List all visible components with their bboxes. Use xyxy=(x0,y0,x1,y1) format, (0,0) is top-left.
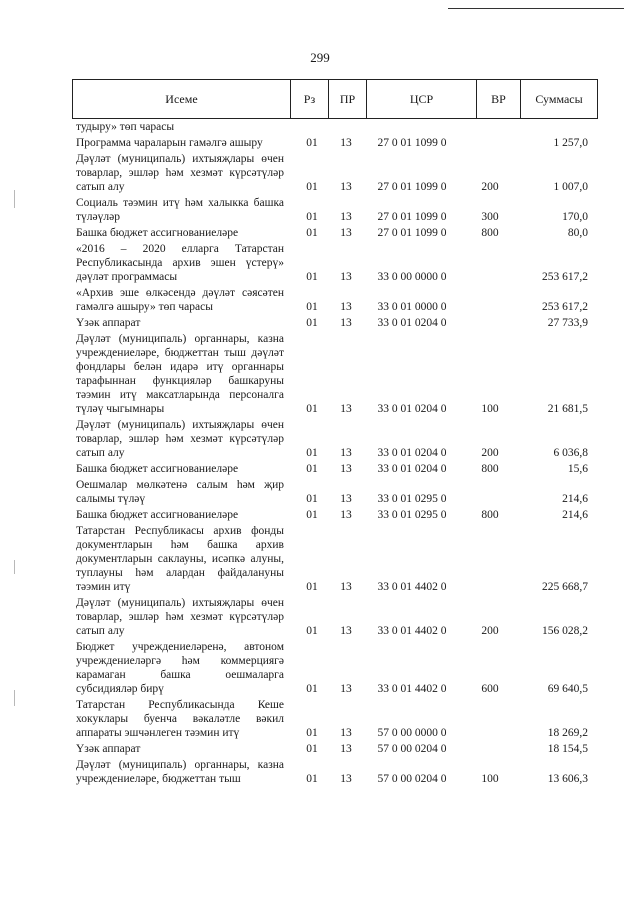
row-name: Үзәк аппарат xyxy=(76,317,141,329)
top-rule xyxy=(448,8,624,9)
table-row xyxy=(0,332,640,418)
row-csr: 27 0 01 1099 0 xyxy=(377,137,447,149)
row-csr: 33 0 01 0295 0 xyxy=(377,493,447,505)
row-csr: 33 0 01 4402 0 xyxy=(377,581,447,593)
row-sum: 21 681,5 xyxy=(547,403,588,415)
row-rz: 01 xyxy=(306,211,318,223)
row-name: Дәүләт (муниципаль) ихтыяҗлары өчен товарлар, эшләр һәм хезмәт күрсәтүләр сатып алу xyxy=(76,597,284,637)
row-pr: 13 xyxy=(340,463,352,475)
row-sum: 80,0 xyxy=(567,227,588,239)
row-sum: 225 668,7 xyxy=(542,581,588,593)
row-csr: 27 0 01 1099 0 xyxy=(377,227,447,239)
row-vr: 100 xyxy=(481,403,499,415)
row-pr: 13 xyxy=(340,493,352,505)
table-row xyxy=(0,226,640,242)
row-name: Дәүләт (муниципаль) ихтыяҗлары өчен товарлар, эшләр һәм хезмәт күрсәтүләр сатып алу xyxy=(76,153,284,193)
row-sum: 6 036,8 xyxy=(553,447,588,459)
table-row xyxy=(0,152,640,196)
row-pr: 13 xyxy=(340,317,352,329)
row-name: Дәүләт (муниципаль) органнары, казна учреждениеләре, бюджеттан тыш дәүләт фондлары белән идарә итү органнары тарафыннан функцияләр башкаруны тәэмин итү максатларында персоналга түләү чыгымнары xyxy=(76,333,284,415)
row-csr: 27 0 01 1099 0 xyxy=(377,211,447,223)
row-name: Башка бюджет ассигнованиеләре xyxy=(76,509,239,521)
row-name: тудыру» төп чарасы xyxy=(76,121,175,133)
row-name: Программа чараларын гамәлгә ашыру xyxy=(76,137,263,149)
row-name: Оешмалар мөлкәтенә салым һәм җир салымы түләү xyxy=(76,479,284,505)
row-pr: 13 xyxy=(340,581,352,593)
row-name: «2016 – 2020 елларга Татарстан Республикасында архив эшен үстерү» дәүләт программасы xyxy=(76,243,284,283)
row-vr: 200 xyxy=(481,181,499,193)
row-pr: 13 xyxy=(340,211,352,223)
row-rz: 01 xyxy=(306,625,318,637)
row-sum: 1 257,0 xyxy=(553,137,588,149)
row-csr: 33 0 01 4402 0 xyxy=(377,683,447,695)
table-row xyxy=(0,698,640,742)
row-vr: 800 xyxy=(481,509,499,521)
row-rz: 01 xyxy=(306,137,318,149)
row-vr: 800 xyxy=(481,463,499,475)
table-row xyxy=(0,742,640,758)
row-name: Татарстан Республикасында Кеше хокуклары буенча вәкаләтле вәкил аппараты эшчәнлеген тәэмин итү xyxy=(76,699,284,739)
row-name: Дәүләт (муниципаль) ихтыяҗлары өчен товарлар, эшләр һәм хезмәт күрсәтүләр сатып алу xyxy=(76,419,284,459)
row-pr: 13 xyxy=(340,683,352,695)
row-rz: 01 xyxy=(306,403,318,415)
table-row xyxy=(0,524,640,596)
row-rz: 01 xyxy=(306,181,318,193)
row-sum: 15,6 xyxy=(567,463,588,475)
row-csr: 33 0 01 0295 0 xyxy=(377,509,447,521)
table-row xyxy=(0,286,640,316)
row-pr: 13 xyxy=(340,727,352,739)
header-vr: ВР xyxy=(477,80,521,118)
row-rz: 01 xyxy=(306,683,318,695)
row-sum: 170,0 xyxy=(562,211,588,223)
row-sum: 69 640,5 xyxy=(547,683,588,695)
row-sum: 13 606,3 xyxy=(547,773,588,785)
row-name: Татарстан Республикасы архив фонды документларын һәм башка архив документларын саклауны, исәпкә алуны, туплауны һәм алардан файдалануны тәэмин итү xyxy=(76,525,284,593)
header-pr: ПР xyxy=(329,80,367,118)
row-pr: 13 xyxy=(340,403,352,415)
row-sum: 214,6 xyxy=(562,493,588,505)
row-rz: 01 xyxy=(306,447,318,459)
row-sum: 253 617,2 xyxy=(542,271,588,283)
table-header xyxy=(72,79,598,119)
row-sum: 253 617,2 xyxy=(542,301,588,313)
header-csr: ЦСР xyxy=(367,80,477,118)
row-pr: 13 xyxy=(340,625,352,637)
row-pr: 13 xyxy=(340,447,352,459)
row-vr: 600 xyxy=(481,683,499,695)
table-row xyxy=(0,596,640,640)
row-name: Дәүләт (муниципаль) органнары, казна учреждениеләре, бюджеттан тыш xyxy=(76,759,284,785)
row-name: Социаль тәэмин итү һәм халыкка башка түләүләр xyxy=(76,197,284,223)
row-csr: 57 0 00 0204 0 xyxy=(377,743,447,755)
row-pr: 13 xyxy=(340,301,352,313)
row-csr: 33 0 01 0204 0 xyxy=(377,447,447,459)
row-rz: 01 xyxy=(306,317,318,329)
row-pr: 13 xyxy=(340,509,352,521)
table-row xyxy=(0,758,640,788)
table-row xyxy=(0,418,640,462)
row-csr: 33 0 01 0204 0 xyxy=(377,403,447,415)
row-pr: 13 xyxy=(340,743,352,755)
row-vr: 800 xyxy=(481,227,499,239)
budget-table xyxy=(0,120,640,788)
row-csr: 27 0 01 1099 0 xyxy=(377,181,447,193)
row-csr: 33 0 01 0204 0 xyxy=(377,317,447,329)
row-pr: 13 xyxy=(340,271,352,283)
row-vr: 300 xyxy=(481,211,499,223)
row-sum: 1 007,0 xyxy=(553,181,588,193)
table-row xyxy=(0,316,640,332)
row-pr: 13 xyxy=(340,137,352,149)
row-csr: 33 0 00 0000 0 xyxy=(377,271,447,283)
row-rz: 01 xyxy=(306,743,318,755)
row-name: Бюджет учреждениеләренә, автоном учреждениеләргә һәм коммерциягә карамаган башка оешмаларга субсидияләр бирү xyxy=(76,641,284,695)
row-csr: 57 0 00 0204 0 xyxy=(377,773,447,785)
row-rz: 01 xyxy=(306,727,318,739)
row-vr: 100 xyxy=(481,773,499,785)
row-rz: 01 xyxy=(306,271,318,283)
row-csr: 33 0 01 4402 0 xyxy=(377,625,447,637)
row-rz: 01 xyxy=(306,581,318,593)
table-row xyxy=(0,196,640,226)
table-row xyxy=(0,462,640,478)
row-name: Үзәк аппарат xyxy=(76,743,141,755)
page-number: 299 xyxy=(310,50,330,65)
table-row xyxy=(0,640,640,698)
header-name: Исеме xyxy=(73,80,291,118)
row-csr: 57 0 00 0000 0 xyxy=(377,727,447,739)
row-sum: 18 269,2 xyxy=(547,727,588,739)
row-sum: 27 733,9 xyxy=(547,317,588,329)
row-rz: 01 xyxy=(306,463,318,475)
table-row xyxy=(0,136,640,152)
row-sum: 214,6 xyxy=(562,509,588,521)
header-rz: Рз xyxy=(291,80,329,118)
row-name: «Архив эше өлкәсендә дәүләт сәясәтен гамәлгә ашыру» төп чарасы xyxy=(76,287,284,313)
row-csr: 33 0 01 0000 0 xyxy=(377,301,447,313)
row-name: Башка бюджет ассигнованиеләре xyxy=(76,227,239,239)
row-sum: 18 154,5 xyxy=(547,743,588,755)
row-rz: 01 xyxy=(306,773,318,785)
row-rz: 01 xyxy=(306,509,318,521)
table-row xyxy=(0,508,640,524)
row-rz: 01 xyxy=(306,227,318,239)
row-name: Башка бюджет ассигнованиеләре xyxy=(76,463,239,475)
row-pr: 13 xyxy=(340,227,352,239)
table-row xyxy=(0,478,640,508)
row-vr: 200 xyxy=(481,625,499,637)
row-sum: 156 028,2 xyxy=(542,625,588,637)
table-row xyxy=(0,120,640,136)
header-sum: Суммасы xyxy=(535,91,583,106)
row-rz: 01 xyxy=(306,301,318,313)
row-rz: 01 xyxy=(306,493,318,505)
row-csr: 33 0 01 0204 0 xyxy=(377,463,447,475)
row-pr: 13 xyxy=(340,773,352,785)
row-pr: 13 xyxy=(340,181,352,193)
table-row xyxy=(0,242,640,286)
row-vr: 200 xyxy=(481,447,499,459)
